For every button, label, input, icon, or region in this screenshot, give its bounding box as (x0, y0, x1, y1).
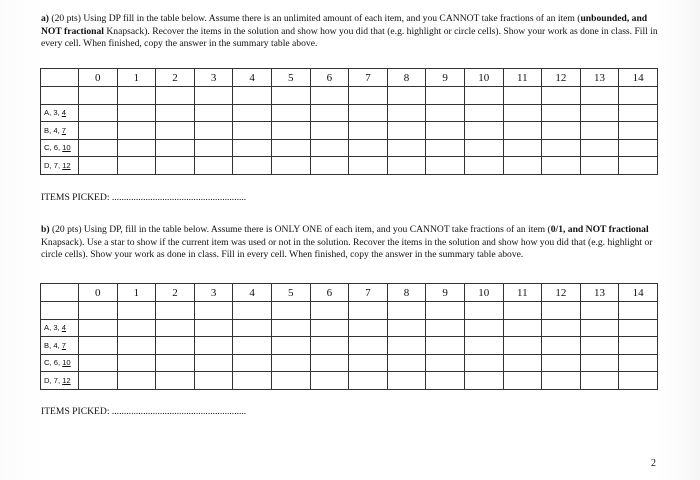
dp-cell[interactable] (271, 104, 310, 122)
blank-cell[interactable] (580, 302, 619, 320)
dp-cell[interactable] (156, 319, 195, 337)
item-value: 12 (62, 375, 71, 385)
capacity-header-row (41, 284, 658, 302)
capacity-header-8: 8 (387, 284, 426, 302)
dp-cell[interactable] (310, 157, 349, 175)
dp-cell[interactable] (233, 319, 272, 337)
dp-cell[interactable] (464, 354, 503, 372)
dp-cell[interactable] (349, 122, 388, 140)
blank-cell[interactable] (310, 302, 349, 320)
item-name: A (44, 323, 50, 333)
blank-cell[interactable] (79, 302, 118, 320)
dp-cell[interactable] (194, 337, 233, 355)
blank-cell[interactable] (271, 302, 310, 320)
item-name: B (44, 340, 50, 350)
dp-cell[interactable] (580, 104, 619, 122)
question-a-intro: (20 pts) Using DP fill in the table below. Assume there is an unlimited amount of each item, and you CANNOT take fractions of an item ( (51, 13, 581, 24)
blank-cell[interactable] (41, 302, 79, 320)
item-row-c (41, 139, 658, 157)
dp-cell[interactable] (310, 372, 349, 390)
item-name: D (44, 375, 50, 385)
item-label: A, 3, 4 (41, 104, 79, 122)
blank-cell[interactable] (619, 302, 658, 320)
dp-cell[interactable] (542, 139, 581, 157)
dp-cell[interactable] (233, 139, 272, 157)
dp-cell[interactable] (194, 372, 233, 390)
dp-cell[interactable] (117, 104, 156, 122)
dp-cell[interactable] (233, 354, 272, 372)
question-b-bold: 0/1, and NOT fractional (550, 224, 649, 235)
dp-cell[interactable] (619, 139, 658, 157)
dp-cell[interactable] (387, 337, 426, 355)
dp-cell[interactable] (387, 354, 426, 372)
blank-cell[interactable] (464, 87, 503, 105)
dp-cell[interactable] (156, 354, 195, 372)
dp-cell[interactable] (503, 372, 542, 390)
capacity-header-6: 6 (310, 284, 349, 302)
dp-cell[interactable] (117, 139, 156, 157)
dp-cell[interactable] (271, 372, 310, 390)
item-name: D (44, 160, 50, 170)
dp-cell[interactable] (349, 372, 388, 390)
dp-cell[interactable] (542, 157, 581, 175)
dp-cell[interactable] (156, 139, 195, 157)
item-name: C (44, 143, 50, 153)
dp-cell[interactable] (619, 372, 658, 390)
capacity-header-2: 2 (156, 69, 195, 87)
dp-cell[interactable] (387, 319, 426, 337)
capacity-header-0: 0 (79, 284, 118, 302)
capacity-header-3: 3 (194, 284, 233, 302)
dp-cell[interactable] (349, 354, 388, 372)
blank-cell[interactable] (426, 302, 465, 320)
blank-cell[interactable] (503, 87, 542, 105)
item-label: A, 3, 4 (41, 319, 79, 337)
dp-cell[interactable] (117, 157, 156, 175)
blank-cell[interactable] (426, 87, 465, 105)
blank-cell[interactable] (387, 87, 426, 105)
capacity-header-7: 7 (349, 284, 388, 302)
dp-cell[interactable] (156, 122, 195, 140)
dp-cell[interactable] (426, 337, 465, 355)
dp-cell[interactable] (426, 319, 465, 337)
question-b-text (41, 224, 663, 262)
item-weight: 7 (53, 160, 58, 170)
capacity-header-6: 6 (310, 69, 349, 87)
item-value: 10 (62, 358, 71, 368)
dp-cell[interactable] (542, 337, 581, 355)
capacity-header-1: 1 (117, 284, 156, 302)
dp-cell[interactable] (79, 319, 118, 337)
dp-cell[interactable] (580, 157, 619, 175)
dp-cell[interactable] (619, 104, 658, 122)
blank-cell[interactable] (79, 87, 118, 105)
capacity-header-5: 5 (271, 69, 310, 87)
capacity-header-4: 4 (233, 284, 272, 302)
dp-cell[interactable] (426, 354, 465, 372)
blank-cell[interactable] (117, 302, 156, 320)
corner-cell (41, 284, 79, 302)
dp-cell[interactable] (310, 354, 349, 372)
dp-cell[interactable] (310, 104, 349, 122)
dp-cell[interactable] (349, 319, 388, 337)
items-picked-a: ITEMS PICKED: ........................................................ (41, 192, 247, 203)
capacity-header-1: 1 (117, 69, 156, 87)
blank-cell[interactable] (310, 87, 349, 105)
dp-cell[interactable] (156, 372, 195, 390)
capacity-header-10: 10 (464, 284, 503, 302)
dp-cell[interactable] (542, 104, 581, 122)
item-label: C, 6, 10 (41, 354, 79, 372)
dp-cell[interactable] (503, 122, 542, 140)
dp-cell[interactable] (310, 139, 349, 157)
question-b-intro: (20 pts) Using DP, fill in the table below. Assume there is ONLY ONE of each item, and you CANNOT take fractions of an item ( (51, 224, 551, 235)
capacity-header-13: 13 (580, 69, 619, 87)
blank-cell[interactable] (194, 87, 233, 105)
dp-cell[interactable] (464, 104, 503, 122)
dp-cell[interactable] (464, 319, 503, 337)
capacity-header-4: 4 (233, 69, 272, 87)
item-row-b (41, 122, 658, 140)
item-value: 7 (61, 125, 67, 135)
dp-cell[interactable] (79, 157, 118, 175)
item-weight: 6 (53, 143, 58, 153)
dp-cell[interactable] (79, 139, 118, 157)
dp-cell[interactable] (503, 139, 542, 157)
item-label: B, 4, 7 (41, 337, 79, 355)
dp-cell[interactable] (542, 372, 581, 390)
items-picked-b: ITEMS PICKED: ........................................................ (41, 406, 247, 417)
dp-cell[interactable] (426, 104, 465, 122)
capacity-header-14: 14 (619, 284, 658, 302)
dp-cell[interactable] (542, 354, 581, 372)
dp-cell[interactable] (271, 354, 310, 372)
dp-cell[interactable] (271, 122, 310, 140)
dp-cell[interactable] (310, 122, 349, 140)
dp-cell[interactable] (349, 139, 388, 157)
dp-cell[interactable] (580, 372, 619, 390)
item-weight: 4 (53, 125, 58, 135)
dp-cell[interactable] (156, 337, 195, 355)
item-weight: 7 (53, 375, 58, 385)
item-weight: 6 (53, 358, 58, 368)
page-number: 2 (651, 458, 656, 469)
dp-cell[interactable] (542, 319, 581, 337)
capacity-header-2: 2 (156, 284, 195, 302)
dp-cell[interactable] (503, 157, 542, 175)
question-a-bold: unbounded, and NOT fractional (41, 13, 648, 37)
capacity-header-row (41, 69, 658, 87)
dp-cell[interactable] (271, 139, 310, 157)
dp-cell[interactable] (271, 337, 310, 355)
dp-cell[interactable] (233, 104, 272, 122)
capacity-header-12: 12 (542, 284, 581, 302)
dp-cell[interactable] (387, 157, 426, 175)
dp-cell[interactable] (233, 372, 272, 390)
dp-cell[interactable] (426, 139, 465, 157)
blank-cell[interactable] (542, 302, 581, 320)
item-row-b (41, 337, 658, 355)
dp-cell[interactable] (79, 122, 118, 140)
item-row-d (41, 372, 658, 390)
dp-cell[interactable] (464, 157, 503, 175)
question-a-label: a) (41, 13, 49, 24)
dp-table-b (40, 283, 658, 390)
dp-cell[interactable] (349, 337, 388, 355)
dp-cell[interactable] (349, 104, 388, 122)
item-row-a (41, 104, 658, 122)
dp-cell[interactable] (79, 372, 118, 390)
dp-cell[interactable] (580, 319, 619, 337)
dp-cell[interactable] (117, 337, 156, 355)
dp-cell[interactable] (619, 319, 658, 337)
dp-cell[interactable] (194, 354, 233, 372)
item-value: 7 (61, 340, 67, 350)
dp-cell[interactable] (580, 354, 619, 372)
dp-cell[interactable] (117, 319, 156, 337)
dp-table-a (40, 68, 658, 175)
dp-cell[interactable] (117, 372, 156, 390)
base-row (41, 302, 658, 320)
question-a-rest: Knapsack). Recover the items in the solution and show how you did that (e.g. highlight or circle cells). Show your work as done in class. Fill in every cell. When finished, copy the answer in the summary table above. (41, 25, 658, 50)
blank-cell[interactable] (349, 87, 388, 105)
blank-cell[interactable] (156, 302, 195, 320)
dp-cell[interactable] (464, 337, 503, 355)
dp-cell[interactable] (387, 104, 426, 122)
dp-cell[interactable] (542, 122, 581, 140)
blank-cell[interactable] (117, 87, 156, 105)
capacity-header-14: 14 (619, 69, 658, 87)
dp-cell[interactable] (310, 337, 349, 355)
blank-cell[interactable] (156, 87, 195, 105)
blank-cell[interactable] (194, 302, 233, 320)
dp-cell[interactable] (156, 104, 195, 122)
capacity-header-12: 12 (542, 69, 581, 87)
question-a-text (41, 13, 663, 51)
capacity-header-10: 10 (464, 69, 503, 87)
dp-cell[interactable] (194, 139, 233, 157)
item-name: C (44, 358, 50, 368)
dp-cell[interactable] (503, 354, 542, 372)
capacity-header-0: 0 (79, 69, 118, 87)
blank-cell[interactable] (503, 302, 542, 320)
blank-cell[interactable] (349, 302, 388, 320)
item-value: 10 (62, 143, 71, 153)
dp-cell[interactable] (619, 354, 658, 372)
dp-cell[interactable] (194, 157, 233, 175)
item-weight: 4 (53, 340, 58, 350)
dp-cell[interactable] (271, 157, 310, 175)
blank-cell[interactable] (387, 302, 426, 320)
dp-cell[interactable] (271, 319, 310, 337)
dp-cell[interactable] (503, 337, 542, 355)
base-row (41, 87, 658, 105)
dp-cell[interactable] (79, 104, 118, 122)
capacity-header-9: 9 (426, 284, 465, 302)
item-label: D, 7, 12 (41, 372, 79, 390)
dp-cell[interactable] (503, 104, 542, 122)
capacity-header-3: 3 (194, 69, 233, 87)
item-row-d (41, 157, 658, 175)
capacity-header-13: 13 (580, 284, 619, 302)
question-b-label: b) (41, 224, 50, 235)
blank-cell[interactable] (542, 87, 581, 105)
dp-cell[interactable] (117, 354, 156, 372)
item-row-c (41, 354, 658, 372)
item-value: 4 (61, 323, 67, 333)
blank-cell[interactable] (580, 87, 619, 105)
dp-cell[interactable] (619, 157, 658, 175)
item-label: C, 6, 10 (41, 139, 79, 157)
dp-cell[interactable] (233, 157, 272, 175)
blank-cell[interactable] (619, 87, 658, 105)
dp-cell[interactable] (233, 122, 272, 140)
dp-cell[interactable] (464, 139, 503, 157)
dp-cell[interactable] (426, 122, 465, 140)
item-name: B (44, 125, 50, 135)
item-label: B, 4, 7 (41, 122, 79, 140)
dp-cell[interactable] (426, 372, 465, 390)
blank-cell[interactable] (233, 87, 272, 105)
capacity-header-11: 11 (503, 69, 542, 87)
blank-cell[interactable] (41, 87, 79, 105)
blank-cell[interactable] (464, 302, 503, 320)
dp-cell[interactable] (310, 319, 349, 337)
question-b-rest: Knapsack). Use a star to show if the current item was used or not in the solution. Recover the items in the solution and show how you did that (e.g. highlight or circle cells). Show your work as done in class. Fill in every cell. When finished, copy the answer in the summary table above. (41, 236, 653, 261)
dp-cell[interactable] (79, 337, 118, 355)
item-label: D, 7, 12 (41, 157, 79, 175)
dp-cell[interactable] (233, 337, 272, 355)
blank-cell[interactable] (233, 302, 272, 320)
dp-cell[interactable] (387, 139, 426, 157)
dp-cell[interactable] (464, 372, 503, 390)
item-row-a (41, 319, 658, 337)
dp-cell[interactable] (580, 337, 619, 355)
capacity-header-5: 5 (271, 284, 310, 302)
dp-cell[interactable] (194, 122, 233, 140)
capacity-header-11: 11 (503, 284, 542, 302)
dp-cell[interactable] (619, 122, 658, 140)
dp-cell[interactable] (387, 372, 426, 390)
item-name: A (44, 108, 50, 118)
dp-cell[interactable] (117, 122, 156, 140)
item-weight: 3 (53, 323, 58, 333)
dp-cell[interactable] (194, 319, 233, 337)
blank-cell[interactable] (271, 87, 310, 105)
item-value: 4 (61, 108, 67, 118)
dp-cell[interactable] (194, 104, 233, 122)
corner-cell (41, 69, 79, 87)
capacity-header-7: 7 (349, 69, 388, 87)
capacity-header-9: 9 (426, 69, 465, 87)
dp-cell[interactable] (619, 337, 658, 355)
dp-cell[interactable] (387, 122, 426, 140)
dp-cell[interactable] (156, 157, 195, 175)
dp-cell[interactable] (426, 157, 465, 175)
dp-cell[interactable] (503, 319, 542, 337)
dp-cell[interactable] (79, 354, 118, 372)
item-value: 12 (62, 160, 71, 170)
dp-cell[interactable] (349, 157, 388, 175)
dp-cell[interactable] (580, 122, 619, 140)
capacity-header-8: 8 (387, 69, 426, 87)
dp-cell[interactable] (464, 122, 503, 140)
item-weight: 3 (53, 108, 58, 118)
dp-cell[interactable] (580, 139, 619, 157)
